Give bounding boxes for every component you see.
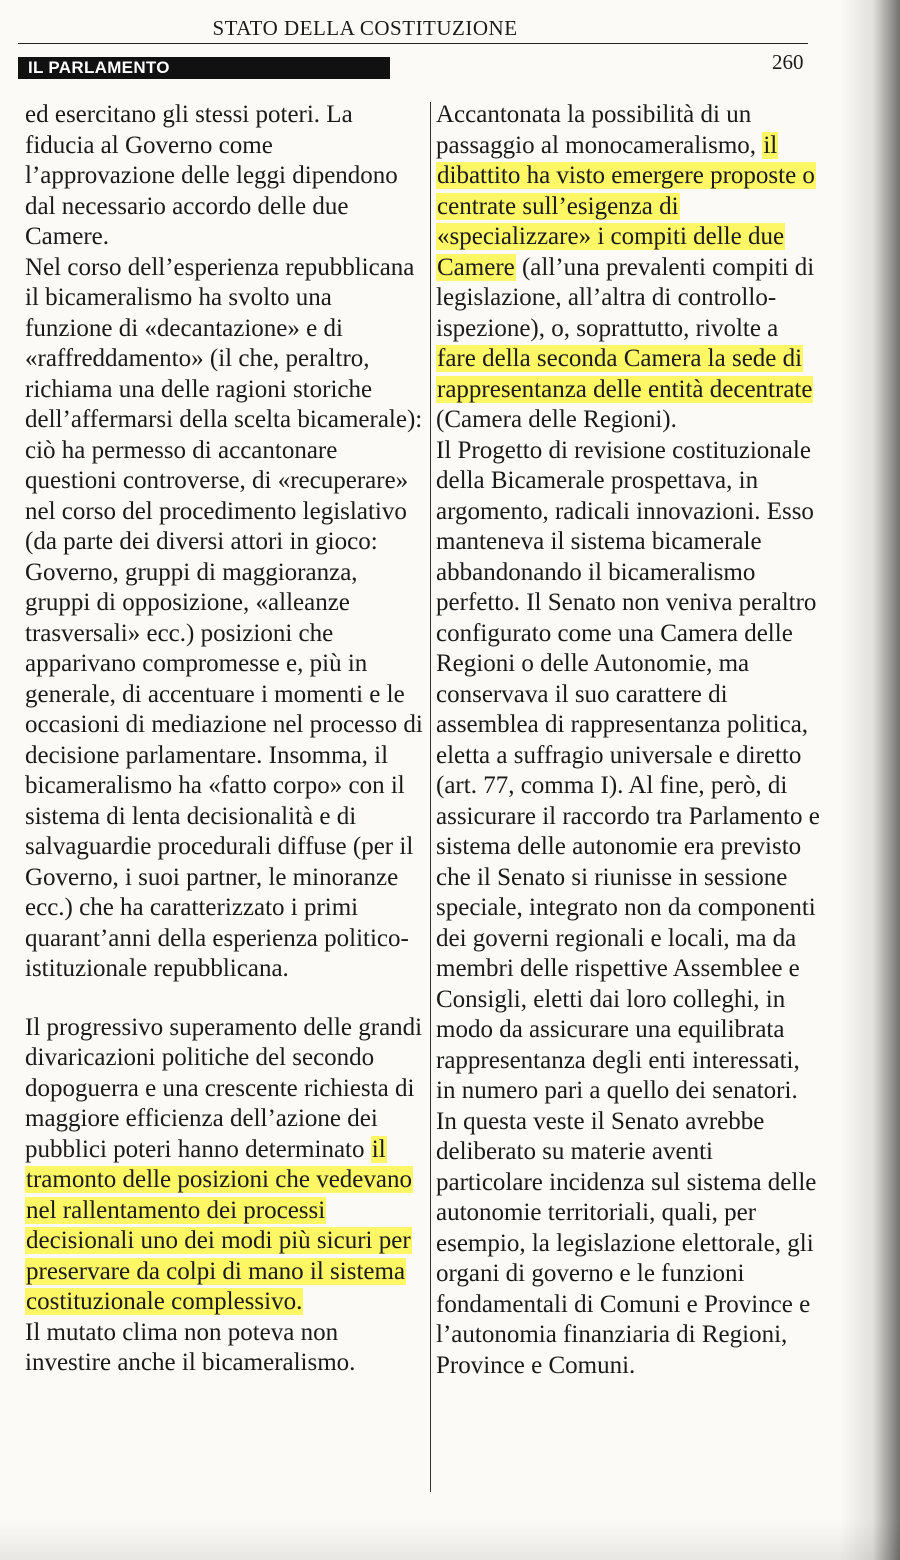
highlighted-text: fare della seconda Camera la sede di rappresentanza delle entità decentrate bbox=[437, 345, 813, 403]
right-column bbox=[436, 100, 821, 1381]
paragraph: Il Progetto di revisione costituzionale della Bicamerale prospettava, in argomento, radicali innovazioni. Esso manteneva il sistema bicamerale abbandonando il bicameralismo perfetto. Il Senato non veniva peraltro configurato come una Camera delle Regioni o delle Autonomie, ma conservava il suo carattere di assemblea di rappresentanza politica, eletta a suffragio universale e diretto (art. 77, comma I). Al fine, però, di assicurare il raccordo tra Parlamento e sistema delle autonomie era previsto che il Senato si riunisse in sessione speciale, integrato non da componenti dei governi regionali e locali, ma da membri delle rispettive Assemblee e Consigli, eletti dai loro colleghi, in modo da assicurare una equilibrata rappresentanza degli enti interessati, in numero pari a quello dei senatori. In questa veste il Senato avrebbe deliberato su materie aventi particolare incidenza sul sistema delle autonomie territoriali, quali, per esempio, la legislazione elettorale, gli organi di governo e le funzioni fondamentali di Comuni e Province e l’autonomia finanziaria di Regioni, Province e Comuni. bbox=[436, 436, 820, 1379]
left-column bbox=[25, 100, 425, 1379]
column-divider bbox=[430, 102, 431, 1492]
page-number: 260 bbox=[772, 50, 804, 74]
highlighted-text: il dibattito ha visto emergere proposte o centrate sull’esigenza di «specializzare» i compiti delle due Camere bbox=[437, 131, 815, 281]
paragraph-text: (all’una prevalenti compiti di legislazione, all’altra di controllo-ispezione), o, soprattutto, rivolte a bbox=[436, 253, 815, 342]
paragraph: Nel corso dell’esperienza repubblicana il bicameralismo ha svolto una funzione di «decantazione» e di «raffreddamento» (il che, peraltro, richiama una delle ragioni storiche dell’affermarsi della scelta bicamerale): ciò ha permesso di accantonare questioni controverse, di «recuperare» nel corso del procedimento legislativo (da parte dei diversi attori in gioco: Governo, gruppi di maggioranza, gruppi di opposizione, «alleanze trasversali» ecc.) posizioni che apparivano compromesse e, più in generale, di accentuare i momenti e le occasioni di mediazione nel processo di decisione parlamentare. Insomma, il bicameralismo ha «fatto corpo» con il sistema di lenta decisionalità e di salvaguardie procedurali diffuse (per il Governo, i suoi partner, le minoranze ecc.) che ha caratterizzato i primi quarant’anni della esperienza politico-istituzionale repubblicana. bbox=[25, 253, 423, 982]
paragraph-text: (Camera delle Regioni). bbox=[436, 406, 677, 433]
paragraph bbox=[25, 1013, 425, 1318]
header-rule bbox=[18, 43, 808, 44]
paragraph-text: Il progressivo superamento delle grandi divaricazioni politiche del secondo dopoguerra e una crescente richiesta di maggiore efficienza dell’azione dei pubblici poteri hanno determinato bbox=[25, 1013, 423, 1163]
highlighted-text: il tramonto delle posizioni che vedevano nel rallentamento dei processi decisionali uno dei modi più sicuri per preservare da colpi di mano il sistema costituzionale complessivo. bbox=[26, 1135, 412, 1315]
paragraph: ed esercitano gli stessi poteri. La fiducia al Governo come l’approvazione delle leggi dipendono dal necessario accordo delle due Camere. bbox=[25, 101, 398, 250]
paragraph: Il mutato clima non poteva non investire anche il bicameralismo. bbox=[25, 1318, 356, 1376]
paragraph bbox=[436, 100, 821, 436]
section-label: IL PARLAMENTO bbox=[18, 57, 390, 79]
page-bottom-shadow bbox=[0, 1520, 900, 1560]
paragraph-text: Accantonata la possibilità di un passaggio al monocameralismo, bbox=[436, 101, 763, 159]
page-edge-shadow bbox=[840, 0, 900, 1560]
running-title: STATO DELLA COSTITUZIONE bbox=[212, 16, 518, 40]
